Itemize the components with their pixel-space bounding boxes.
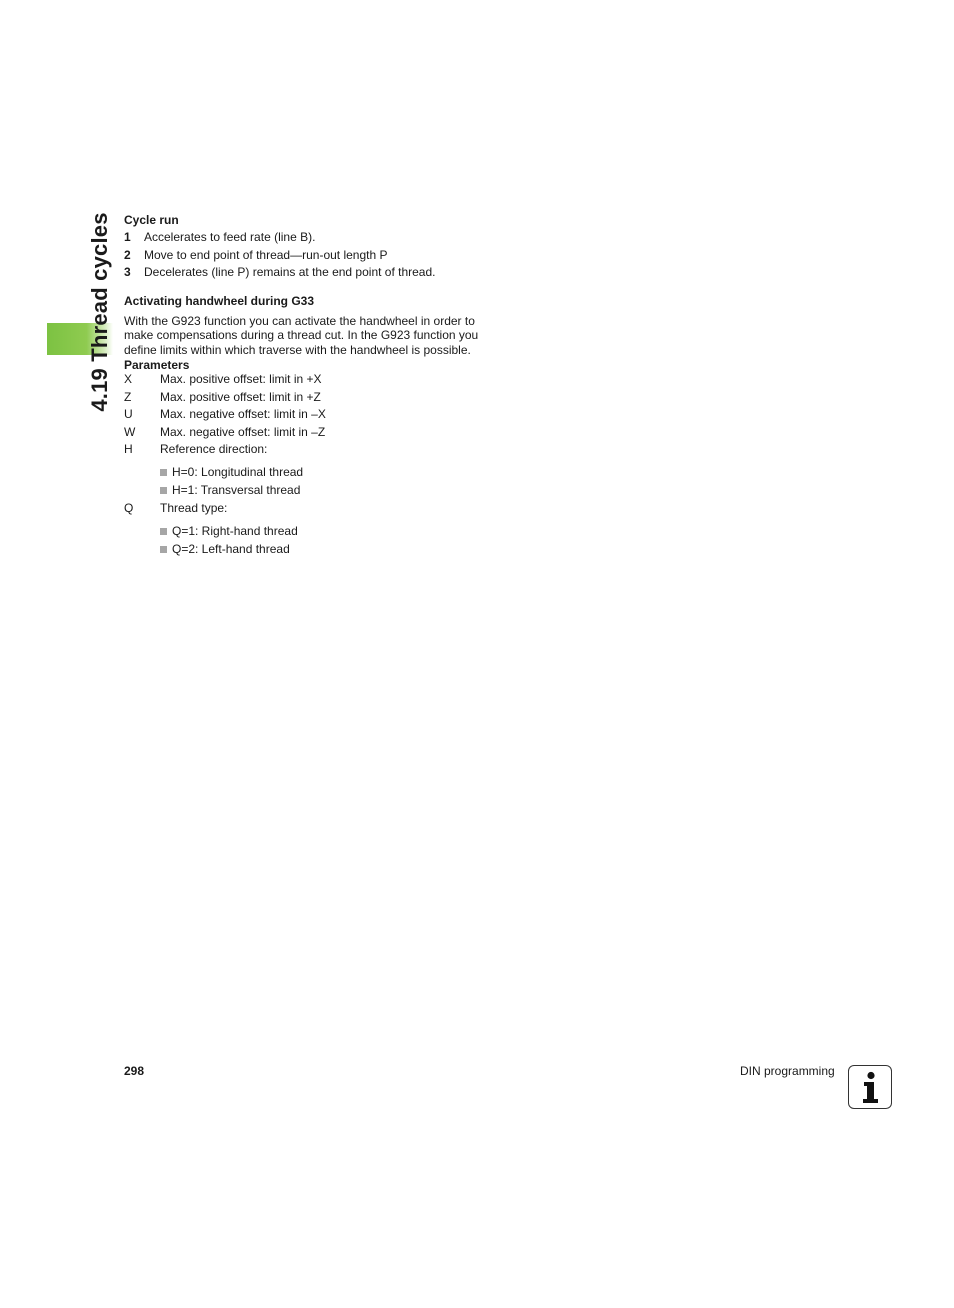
list-item <box>124 229 524 247</box>
list-item <box>124 247 524 265</box>
parameter-row <box>124 500 524 518</box>
parameters-list <box>124 371 524 558</box>
parameter-letter: Z <box>124 389 132 404</box>
parameter-description: Max. negative offset: limit in –X <box>160 407 326 421</box>
square-bullet-icon <box>160 487 167 494</box>
step-text: Move to end point of thread—run-out length P <box>144 247 388 262</box>
paragraph-line: make compensations during a thread cut. In the G923 function you <box>124 328 479 342</box>
square-bullet-icon <box>160 469 167 476</box>
list-item <box>124 464 524 482</box>
info-icon <box>848 1065 892 1109</box>
cycle-run-steps <box>124 229 524 282</box>
main-content <box>124 212 524 558</box>
parameter-description: Thread type: <box>160 500 228 515</box>
page-number: 298 <box>124 1064 145 1078</box>
option-text: H=1: Transversal thread <box>172 483 301 497</box>
parameter-row <box>124 424 524 442</box>
parameter-row <box>124 371 524 389</box>
square-bullet-icon <box>160 546 167 553</box>
handwheel-paragraph <box>124 314 524 358</box>
option-text: Q=2: Left-hand thread <box>172 541 290 556</box>
list-item <box>124 264 524 282</box>
option-text: H=0: Longitudinal thread <box>172 465 304 479</box>
parameter-row <box>124 441 524 459</box>
parameter-letter: Q <box>124 500 134 515</box>
parameter-letter: W <box>124 424 136 439</box>
parameter-description: Max. negative offset: limit in –Z <box>160 424 326 439</box>
step-number: 2 <box>124 247 131 262</box>
parameter-description: Max. positive offset: limit in +Z <box>160 389 321 404</box>
parameter-row <box>124 406 524 424</box>
parameters-heading: Parameters <box>124 358 190 372</box>
paragraph-line: define limits within which traverse with the handwheel is possible. <box>124 342 471 357</box>
parameter-description: Reference direction: <box>160 442 268 456</box>
parameter-letter: H <box>124 442 133 456</box>
list-item <box>124 540 524 558</box>
option-text: Q=1: Right-hand thread <box>172 523 298 538</box>
chapter-label: DIN programming <box>740 1064 835 1078</box>
parameter-letter: U <box>124 407 133 421</box>
step-number: 3 <box>124 265 131 279</box>
step-number: 1 <box>124 230 131 244</box>
square-bullet-icon <box>160 528 167 535</box>
cycle-run-heading: Cycle run <box>124 213 179 227</box>
handwheel-heading: Activating handwheel during G33 <box>124 293 315 308</box>
section-title: 4.19 Thread cycles <box>87 212 112 412</box>
list-item <box>124 522 524 540</box>
paragraph-line: With the G923 function you can activate the handwheel in order to <box>124 313 475 328</box>
step-text: Accelerates to feed rate (line B). <box>144 230 316 244</box>
parameter-letter: X <box>124 372 133 386</box>
step-text: Decelerates (line P) remains at the end point of thread. <box>144 265 436 279</box>
parameter-description: Max. positive offset: limit in +X <box>160 372 322 386</box>
list-item <box>124 482 524 500</box>
parameter-row <box>124 389 524 407</box>
